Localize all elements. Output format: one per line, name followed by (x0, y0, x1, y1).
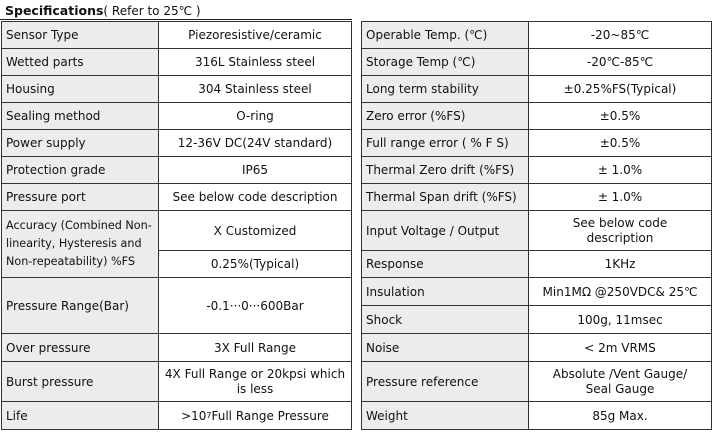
value-pressure-port: See below code description (158, 183, 352, 211)
label-input-voltage-output: Input Voltage / Output (361, 210, 529, 251)
value-accuracy-typical: 0.25%(Typical) (158, 250, 352, 278)
label-accuracy-line-2: linearity, Hysteresis and (6, 237, 142, 250)
value-weight: 85g Max. (528, 401, 712, 430)
label-pressure-range: Pressure Range(Bar) (1, 277, 159, 334)
value-burst-pressure-line-2: is less (236, 381, 274, 396)
label-noise: Noise (361, 333, 529, 362)
label-zero-error: Zero error (%FS) (361, 102, 529, 130)
label-full-range-error: Full range error ( % F S) (361, 129, 529, 157)
spec-title (5, 2, 201, 20)
value-sensor-type: Piezoresistive/ceramic (158, 21, 352, 49)
value-pressure-reference (528, 361, 712, 402)
value-sealing-method: O-ring (158, 102, 352, 130)
value-input-voltage-output (528, 210, 712, 251)
value-full-range-error: ±0.5% (528, 129, 712, 157)
value-input-voltage-output-line-1: See below code (572, 215, 668, 230)
label-accuracy-line-1: Accuracy (Combined Non- (6, 219, 152, 232)
value-zero-error: ±0.5% (528, 102, 712, 130)
value-response: 1KHz (528, 250, 712, 278)
label-wetted-parts: Wetted parts (1, 48, 159, 76)
value-over-pressure: 3X Full Range (158, 333, 352, 362)
value-pressure-reference-line-1: Absolute /Vent Gauge/ (552, 366, 688, 381)
label-operable-temp: Operable Temp. (℃) (361, 21, 529, 49)
label-thermal-span-drift: Thermal Span drift (%FS) (361, 183, 529, 211)
value-pressure-range: -0.1···0···600Bar (158, 277, 352, 334)
label-insulation: Insulation (361, 277, 529, 306)
value-life-prefix: >10 (181, 408, 207, 423)
value-protection-grade: IP65 (158, 156, 352, 184)
label-pressure-port: Pressure port (1, 183, 159, 211)
label-power-supply: Power supply (1, 129, 159, 157)
label-sealing-method: Sealing method (1, 102, 159, 130)
value-operable-temp: -20~85℃ (528, 21, 712, 49)
label-accuracy (1, 210, 159, 278)
label-pressure-reference: Pressure reference (361, 361, 529, 402)
value-accuracy-customized: X Customized (158, 210, 352, 251)
value-noise: < 2m VRMS (528, 333, 712, 362)
label-accuracy-line-3: Non-repeatability) %FS (6, 255, 135, 268)
label-sensor-type: Sensor Type (1, 21, 159, 49)
spec-title-note: ( Refer to 25℃ ) (103, 4, 201, 18)
value-life: >10 7 Full Range Pressure (158, 401, 352, 430)
value-thermal-zero-drift: ± 1.0% (528, 156, 712, 184)
label-burst-pressure: Burst pressure (1, 361, 159, 402)
label-response: Response (361, 250, 529, 278)
label-housing: Housing (1, 75, 159, 103)
value-pressure-reference-line-2: Seal Gauge (585, 381, 655, 396)
value-power-supply: 12-36V DC(24V standard) (158, 129, 352, 157)
label-protection-grade: Protection grade (1, 156, 159, 184)
label-weight: Weight (361, 401, 529, 430)
label-life: Life (1, 401, 159, 430)
label-over-pressure: Over pressure (1, 333, 159, 362)
spec-title-main: Specifications (5, 3, 104, 18)
value-burst-pressure-line-1: 4X Full Range or 20kpsi which (164, 366, 346, 381)
label-shock: Shock (361, 305, 529, 334)
label-long-term-stability: Long term stability (361, 75, 529, 103)
value-wetted-parts: 316L Stainless steel (158, 48, 352, 76)
value-life-suffix: Full Range Pressure (211, 408, 329, 423)
value-input-voltage-output-line-2: description (586, 230, 654, 245)
title-divider (0, 19, 352, 20)
value-housing: 304 Stainless steel (158, 75, 352, 103)
label-thermal-zero-drift: Thermal Zero drift (%FS) (361, 156, 529, 184)
value-thermal-span-drift: ± 1.0% (528, 183, 712, 211)
value-storage-temp: -20℃-85℃ (528, 48, 712, 76)
value-insulation: Min1MΩ @250VDC& 25℃ (528, 277, 712, 306)
value-burst-pressure (158, 361, 352, 402)
value-shock: 100g, 11msec (528, 305, 712, 334)
label-storage-temp: Storage Temp (℃) (361, 48, 529, 76)
value-long-term-stability: ±0.25%FS(Typical) (528, 75, 712, 103)
